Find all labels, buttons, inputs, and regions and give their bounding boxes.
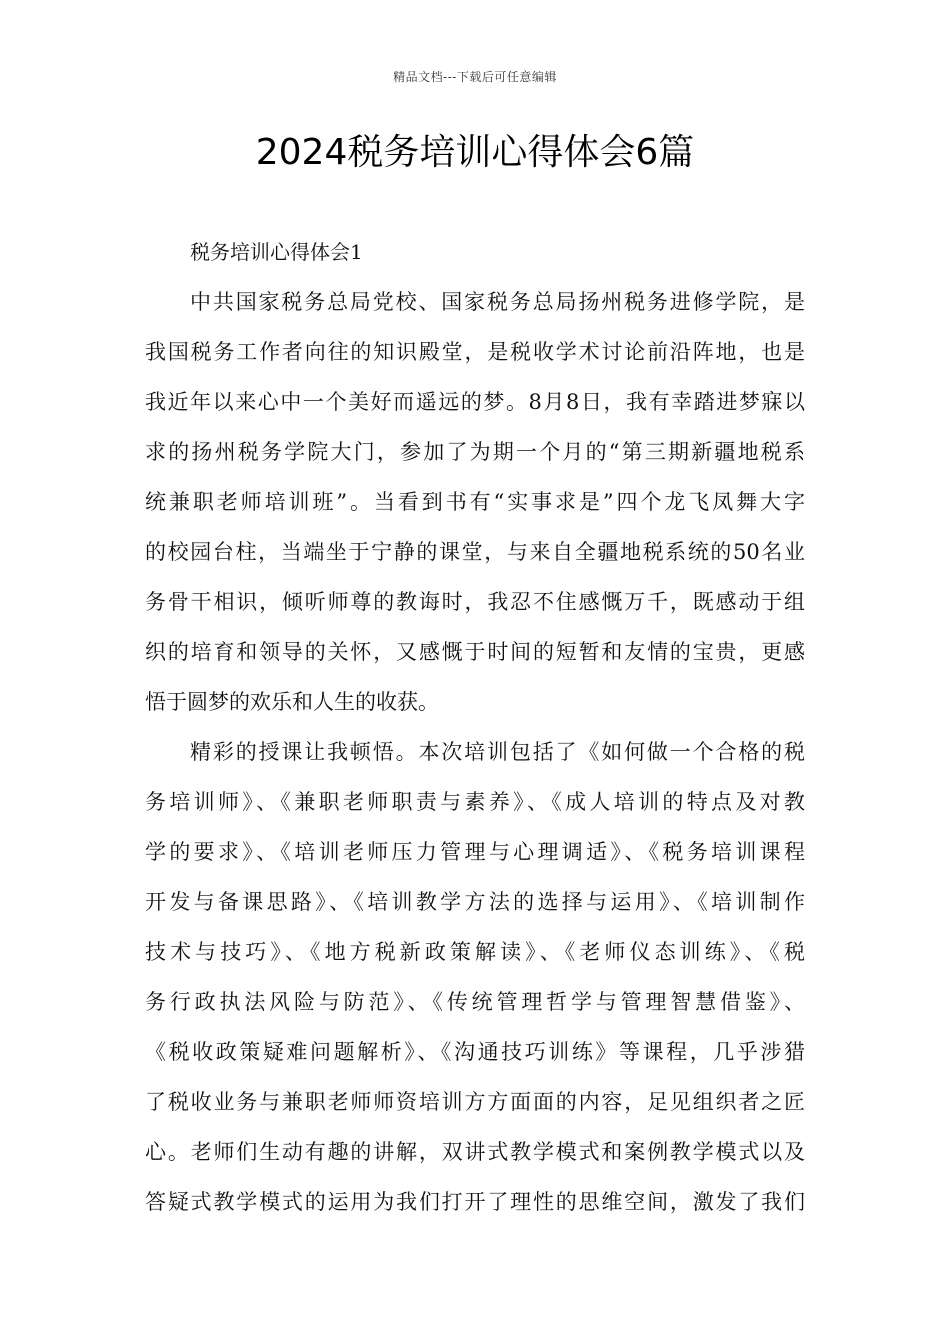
text-line: 了税收业务与兼职老师师资培训方方面面的内容，足见组织者之匠 [145, 1090, 805, 1114]
paragraph-1 [145, 277, 805, 727]
text-line: 答疑式教学模式的运用为我们打开了理性的思维空间，激发了我们 [145, 1190, 805, 1214]
paragraph-2 [145, 727, 805, 1227]
text-line: 务行政执法风险与防范》、《传统管理哲学与管理智慧借鉴》、 [145, 990, 805, 1014]
text-line: 的校园台柱，当端坐于宁静的课堂，与来自全疆地税系统的50名业 [145, 540, 805, 564]
text-line: 我近年以来心中一个美好而遥远的梦。8月8日，我有幸踏进梦寐以 [145, 390, 805, 414]
text-line: 求的扬州税务学院大门，参加了为期一个月的“第三期新疆地税系 [145, 440, 805, 464]
text-line: 技术与技巧》、《地方税新政策解读》、《老师仪态训练》、《税 [145, 940, 805, 964]
section-heading: 税务培训心得体会1 [190, 240, 363, 264]
text-line: 我国税务工作者向往的知识殿堂，是税收学术讨论前沿阵地，也是 [145, 340, 805, 364]
text-line: 织的培育和领导的关怀，又感慨于时间的短暂和友情的宝贵，更感 [145, 640, 805, 664]
document-body [145, 227, 805, 1227]
text-line: 学的要求》、《培训老师压力管理与心理调适》、《税务培训课程 [145, 840, 805, 864]
text-line: 中共国家税务总局党校、国家税务总局扬州税务进修学院，是 [190, 290, 805, 314]
text-line: 悟于圆梦的欢乐和人生的收获。 [145, 690, 439, 714]
text-line: 务骨干相识，倾听师尊的教诲时，我忍不住感慨万千，既感动于组 [145, 590, 805, 614]
text-line: 精彩的授课让我顿悟。本次培训包括了《如何做一个合格的税 [190, 740, 805, 764]
text-line: 统兼职老师培训班”。当看到书有“实事求是”四个龙飞凤舞大字 [145, 490, 805, 514]
text-line: 心。老师们生动有趣的讲解，双讲式教学模式和案例教学模式以及 [145, 1140, 805, 1164]
document-title: 2024税务培训心得体会6篇 [255, 132, 695, 173]
page-header-watermark: 精品文档---下载后可任意编辑 [393, 70, 557, 84]
text-line: 开发与备课思路》、《培训教学方法的选择与运用》、《培训制作 [145, 890, 805, 914]
text-line: 务培训师》、《兼职老师职责与素养》、《成人培训的特点及对教 [145, 790, 805, 814]
text-line: 《税收政策疑难问题解析》、《沟通技巧训练》等课程，几乎涉猎 [145, 1040, 805, 1064]
